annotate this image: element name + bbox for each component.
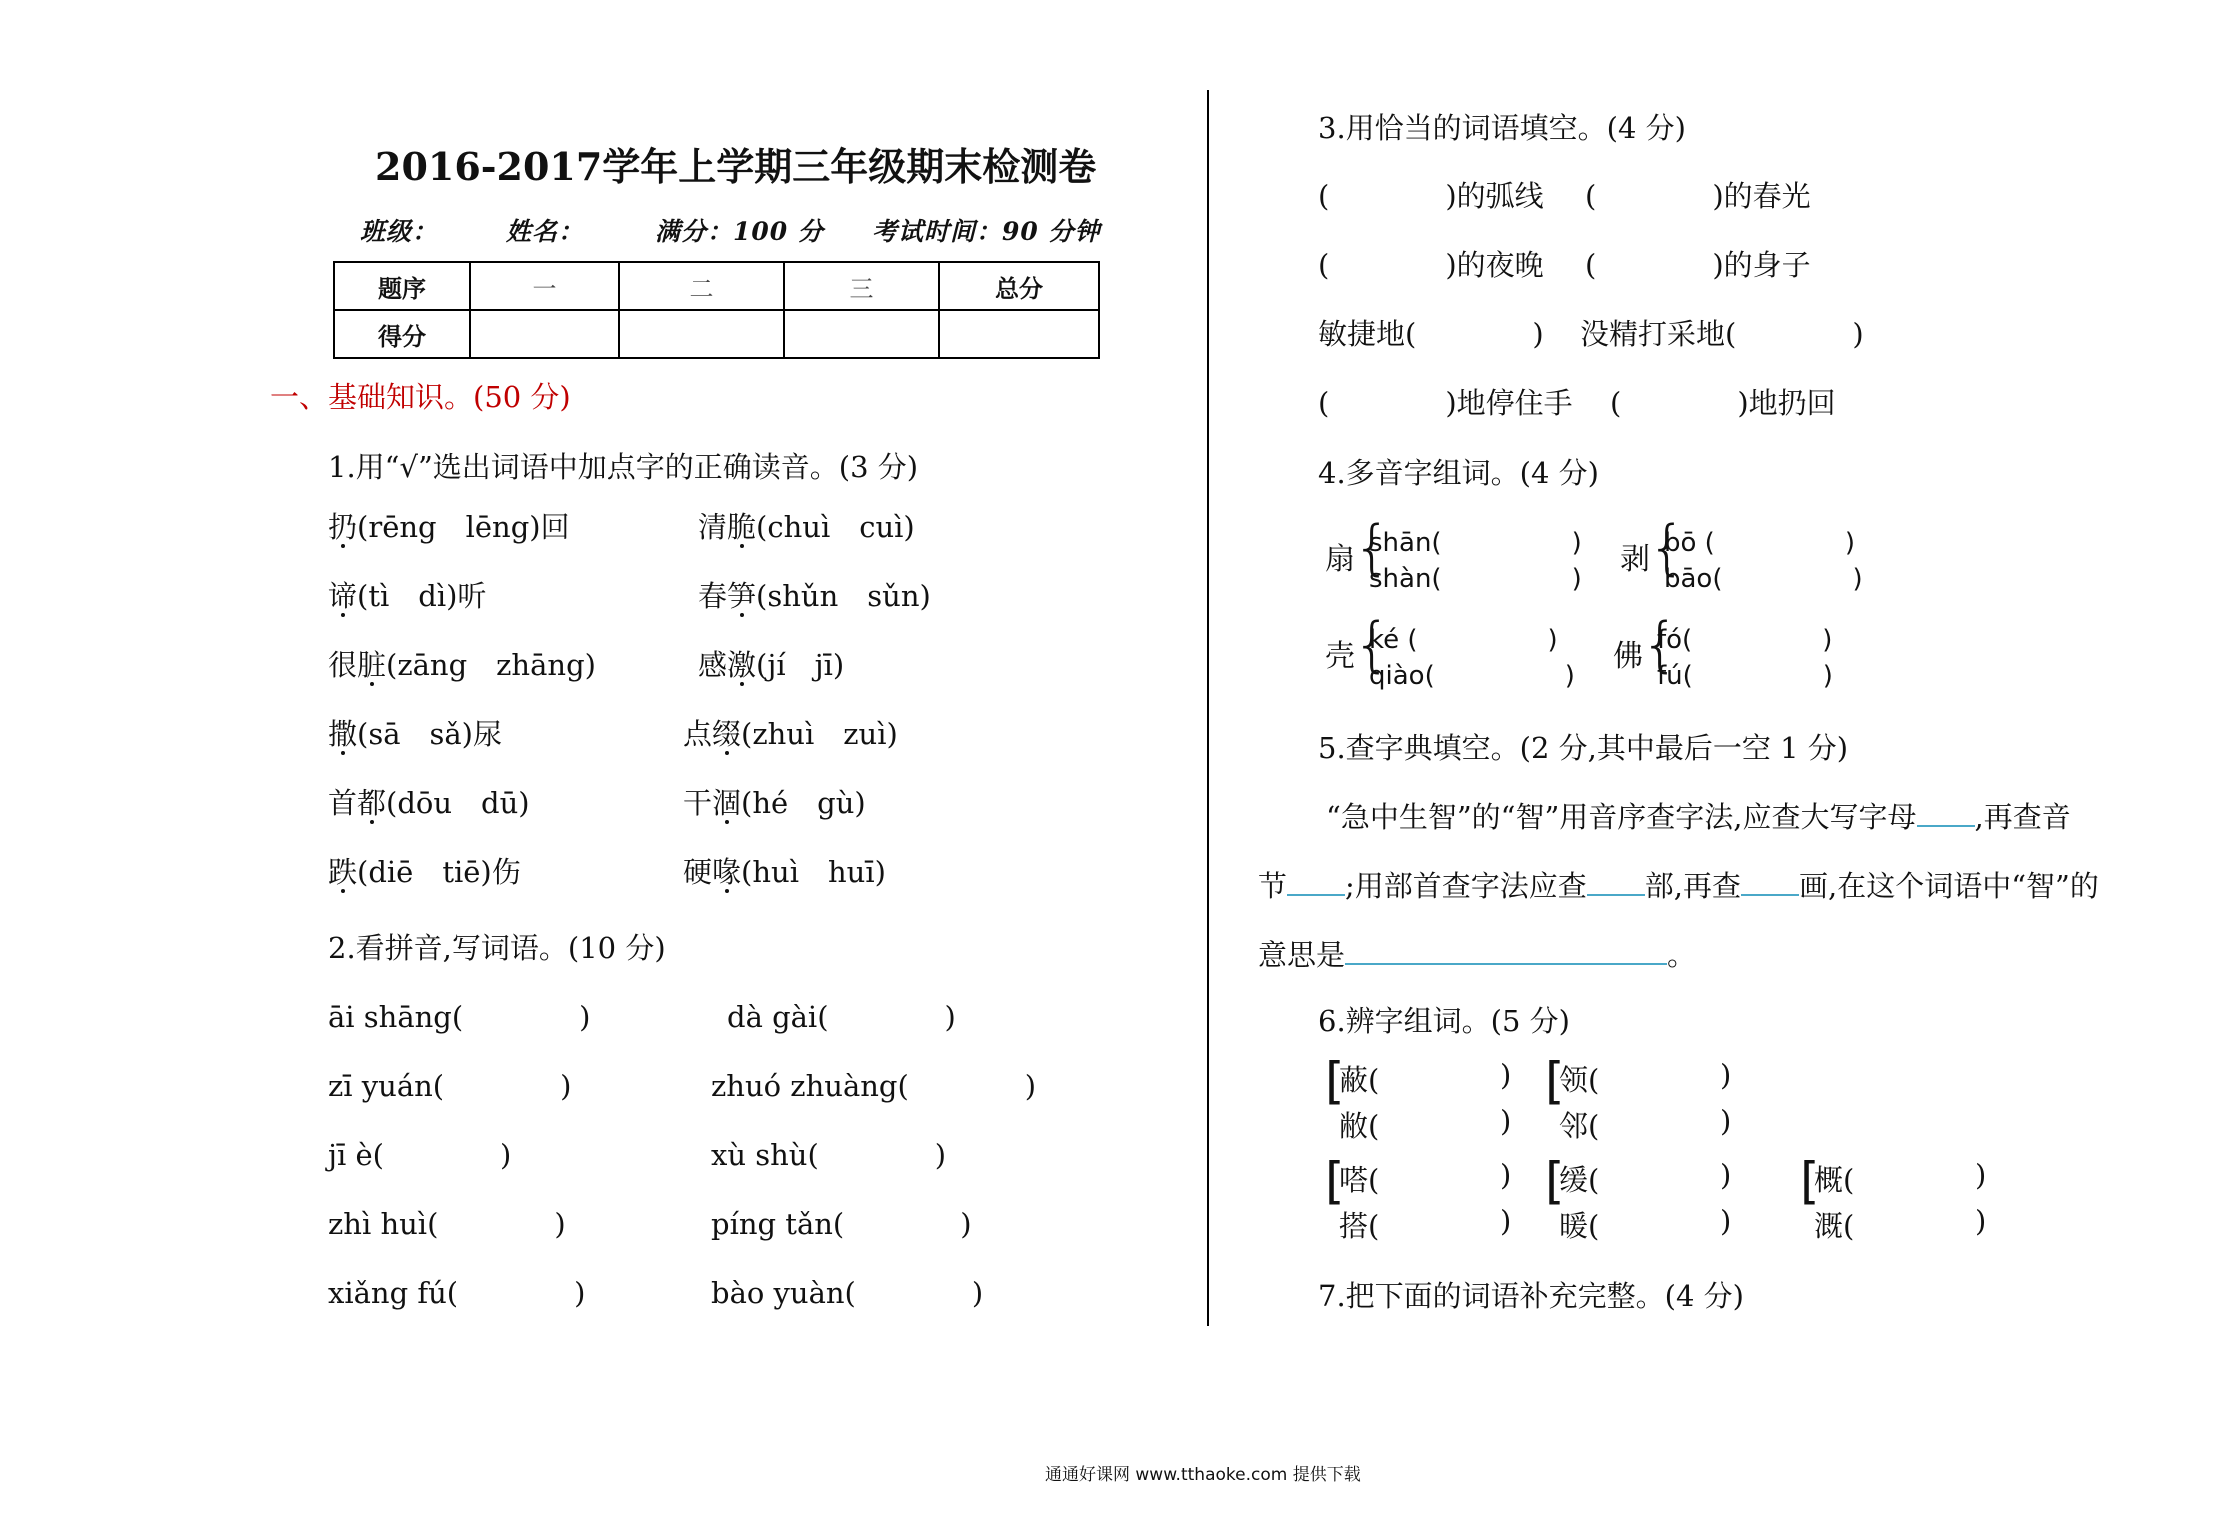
- polyphone-char: 剥: [1620, 542, 1650, 577]
- full-score-label: 满分：100 分: [655, 217, 824, 246]
- char-pair-item[interactable]: 邻(: [1559, 1109, 1600, 1143]
- score-table-header: 三: [784, 262, 939, 310]
- bracket-icon: [: [1545, 1152, 1565, 1210]
- question-1-title: 1.用“√”选出词语中加点字的正确读音。(3 分): [328, 450, 919, 484]
- question-4-title: 4.多音字组词。(4 分): [1318, 456, 1599, 490]
- question-6-title: 6.辨字组词。(5 分): [1318, 1004, 1570, 1038]
- polyphone-reading[interactable]: bō ( ): [1664, 528, 1855, 558]
- fill-item[interactable]: ( )地扔回: [1610, 386, 1836, 420]
- char-pair-close: ): [1720, 1158, 1732, 1192]
- q1-item: 谛(tì dì)听: [328, 579, 487, 613]
- char-pair-group: [1545, 1152, 1765, 1248]
- char-pair-close: ): [1500, 1104, 1512, 1138]
- char-pair-close: ): [1720, 1058, 1732, 1092]
- q1-item: 干涸(hé gù): [683, 786, 866, 820]
- char-pair-close: ): [1720, 1204, 1732, 1238]
- pinyin-item[interactable]: āi shāng( ): [328, 1000, 591, 1034]
- score-table-header: 题序: [334, 262, 470, 310]
- polyphone-reading[interactable]: ké ( ): [1369, 625, 1558, 655]
- fill-item[interactable]: 没精打采地( ): [1580, 317, 1864, 351]
- q1-item: 感激(jí jī): [698, 648, 845, 682]
- polyphone-reading[interactable]: fú( ): [1657, 661, 1833, 691]
- fill-item[interactable]: ( )的夜晚: [1318, 248, 1544, 282]
- q1-item: 很脏(zāng zhāng): [328, 648, 596, 682]
- q1-item: 跌(diē tiē)伤: [328, 855, 521, 889]
- score-cell[interactable]: [619, 310, 784, 358]
- score-cell[interactable]: [784, 310, 939, 358]
- bracket-icon: [: [1325, 1152, 1345, 1210]
- name-label: 姓名：: [506, 217, 585, 246]
- section-heading: 一、基础知识。(50 分): [270, 380, 571, 414]
- brace-icon: {: [1641, 610, 1680, 680]
- answer-blank[interactable]: [1287, 868, 1345, 896]
- pinyin-item[interactable]: xù shù( ): [711, 1138, 947, 1172]
- score-table-header: 总分: [939, 262, 1099, 310]
- char-pair-item[interactable]: 溉(: [1814, 1209, 1855, 1243]
- char-pair-item[interactable]: 搭(: [1339, 1209, 1380, 1243]
- answer-blank[interactable]: [1587, 868, 1645, 896]
- score-table-header: 二: [619, 262, 784, 310]
- char-pair-item[interactable]: 概(: [1814, 1163, 1855, 1197]
- bracket-icon: [: [1325, 1052, 1345, 1110]
- score-cell[interactable]: [470, 310, 619, 358]
- pinyin-item[interactable]: zhì huì( ): [328, 1207, 566, 1241]
- pinyin-item[interactable]: xiǎng fú( ): [328, 1276, 586, 1310]
- polyphone-char: 佛: [1613, 639, 1643, 674]
- question-5-title: 5.查字典填空。(2 分,其中最后一空 1 分): [1318, 731, 1849, 765]
- char-pair-item[interactable]: 缓(: [1559, 1163, 1600, 1197]
- answer-blank[interactable]: [1345, 937, 1667, 965]
- q5-line: 意思是 。: [1258, 938, 1697, 972]
- question-7-title: 7.把下面的词语补充完整。(4 分): [1318, 1279, 1744, 1313]
- fill-item[interactable]: 敏捷地( ): [1318, 317, 1544, 351]
- char-pair-close: ): [1500, 1204, 1512, 1238]
- char-pair-close: ): [1975, 1204, 1987, 1238]
- pinyin-item[interactable]: jī è( ): [328, 1138, 512, 1172]
- polyphone-char: 壳: [1325, 639, 1355, 674]
- class-label: 班级：: [360, 217, 439, 246]
- q1-item: 首都(dōu dū): [328, 786, 530, 820]
- brace-icon: {: [1353, 610, 1392, 680]
- q1-item: 硬喙(huì huī): [683, 855, 886, 889]
- pinyin-item[interactable]: zī yuán( ): [328, 1069, 572, 1103]
- footer-text: 通通好课网 www.tthaoke.com 提供下载: [1045, 1465, 1361, 1485]
- polyphone-reading[interactable]: shàn( ): [1369, 564, 1582, 594]
- score-table-header: 一: [470, 262, 619, 310]
- fill-item[interactable]: ( )地停住手: [1318, 386, 1573, 420]
- q1-item: 撒(sā sǎ)尿: [328, 717, 502, 751]
- pinyin-item[interactable]: dà gài( ): [727, 1000, 956, 1034]
- char-pair-close: ): [1720, 1104, 1732, 1138]
- score-cell[interactable]: [939, 310, 1099, 358]
- q5-line: 节 ;用部首查字法应查 部,再查 画,在这个词语中“智”的: [1258, 869, 2099, 903]
- q5-line: “急中生智”的“智”用音序查字法,应查大写字母 ,再查音: [1326, 800, 2071, 834]
- page-title: 2016-2017学年上学期三年级期末检测卷: [375, 144, 1097, 189]
- q1-item: 春笋(shǔn sǔn): [698, 579, 931, 613]
- q1-item: 清脆(chuì cuì): [698, 510, 915, 544]
- exam-time-label: 考试时间：90 分钟: [872, 217, 1101, 246]
- char-pair-group: [1325, 1052, 1545, 1148]
- fill-item[interactable]: ( )的身子: [1585, 248, 1811, 282]
- bracket-icon: [: [1800, 1152, 1820, 1210]
- answer-blank[interactable]: [1741, 868, 1799, 896]
- polyphone-reading[interactable]: qiào( ): [1369, 661, 1575, 691]
- char-pair-close: ): [1500, 1058, 1512, 1092]
- score-table: [333, 261, 1100, 359]
- polyphone-reading[interactable]: bāo( ): [1664, 564, 1863, 594]
- polyphone-reading[interactable]: shān( ): [1369, 528, 1582, 558]
- polyphone-char: 扇: [1325, 542, 1355, 577]
- char-pair-item[interactable]: 敝(: [1339, 1109, 1380, 1143]
- q1-item: 扔(rēng lēng)回: [328, 510, 570, 544]
- char-pair-item[interactable]: 领(: [1559, 1063, 1600, 1097]
- q1-item: 点缀(zhuì zuì): [683, 717, 898, 751]
- brace-icon: {: [1648, 513, 1687, 583]
- score-row-label: 得分: [334, 310, 470, 358]
- pinyin-item[interactable]: zhuó zhuàng( ): [711, 1069, 1037, 1103]
- char-pair-close: ): [1500, 1158, 1512, 1192]
- bracket-icon: [: [1545, 1052, 1565, 1110]
- char-pair-close: ): [1975, 1158, 1987, 1192]
- char-pair-group: [1800, 1152, 2020, 1248]
- fill-item[interactable]: ( )的春光: [1585, 179, 1811, 213]
- char-pair-group: [1325, 1152, 1545, 1248]
- question-2-title: 2.看拼音,写词语。(10 分): [328, 931, 666, 965]
- answer-blank[interactable]: [1917, 799, 1975, 827]
- brace-icon: {: [1353, 513, 1392, 583]
- char-pair-item[interactable]: 蔽(: [1339, 1063, 1380, 1097]
- polyphone-reading[interactable]: fó( ): [1657, 625, 1833, 655]
- question-3-title: 3.用恰当的词语填空。(4 分): [1318, 111, 1686, 145]
- column-divider: [1207, 90, 1209, 1326]
- char-pair-item[interactable]: 暖(: [1559, 1209, 1600, 1243]
- pinyin-item[interactable]: píng tǎn( ): [711, 1207, 972, 1241]
- char-pair-group: [1545, 1052, 1765, 1148]
- char-pair-item[interactable]: 嗒(: [1339, 1163, 1380, 1197]
- fill-item[interactable]: ( )的弧线: [1318, 179, 1544, 213]
- pinyin-item[interactable]: bào yuàn( ): [711, 1276, 984, 1310]
